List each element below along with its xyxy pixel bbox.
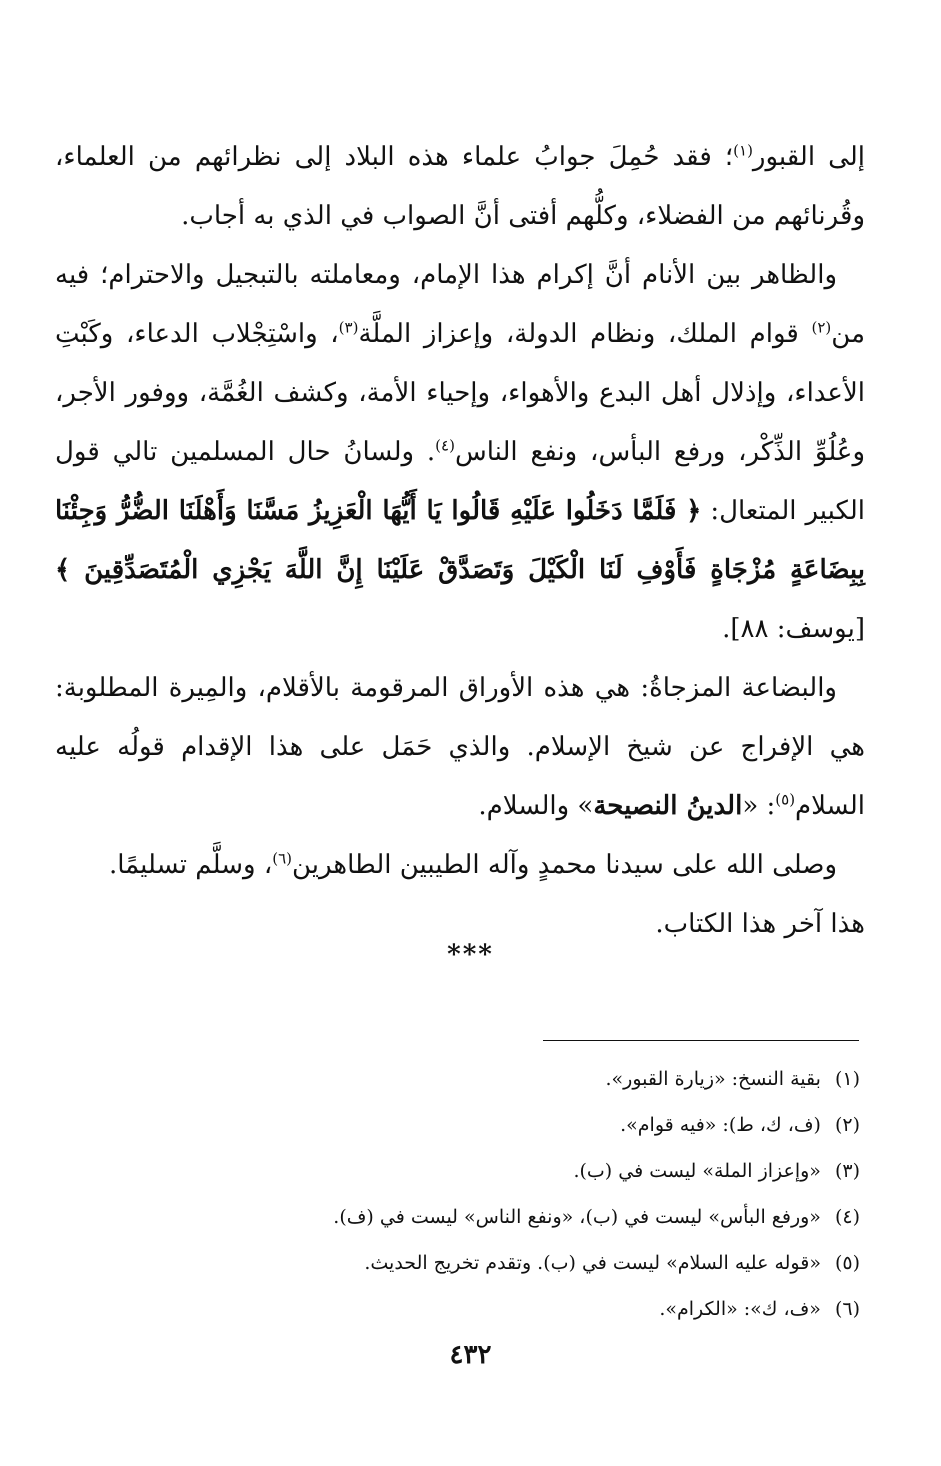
footnote-text: «قوله عليه السلام» ليست في (ب). وتقدم تخريج الحديث. [364, 1252, 821, 1274]
text-run: وصلى الله على سيدنا محمدٍ وآله الطيبين الطاهرين [292, 850, 837, 880]
text-run: والبضاعة المزجاةُ: هي هذه الأوراق المرقومة بالأقلام، والمِيرة المطلوبة: هي الإفراج عن شيخ الإسلام. والذي حَمَل على هذا الإقدام قولُه عليه السلام [55, 673, 865, 821]
footnote-ref-2: (٢) [811, 318, 832, 337]
text-run: هذا آخر هذا الكتاب. [655, 909, 865, 939]
section-separator: *** [447, 940, 494, 970]
footnote-ref-1: (١) [733, 141, 753, 160]
footnote-number: (٣) [834, 1160, 860, 1182]
footnote-text: «وإعزاز الملة» ليست في (ب). [573, 1160, 821, 1182]
footnote-item [60, 1240, 860, 1286]
footnote-ref-5: (٥) [775, 790, 796, 809]
footnote-item [60, 1056, 860, 1102]
footnote-number: (١) [834, 1068, 860, 1090]
text-run: ؛ فقد حُمِلَ جوابُ علماء هذه البلاد إلى نظرائهم من العلماء، وقُرنائهم من الفضلاء، وكلُّهم أفتى أنَّ الصواب في الذي به أجاب. [55, 142, 865, 231]
footnote-divider [543, 1040, 859, 1041]
footnote-ref-4: (٤) [435, 436, 455, 455]
paragraph-4 [55, 836, 865, 895]
footnote-item [60, 1286, 860, 1332]
verse-reference: [يوسف: ٨٨]. [722, 614, 865, 644]
footnote-number: (٦) [834, 1298, 860, 1320]
footnote-text: بقية النسخ: «زيارة القبور». [605, 1068, 821, 1090]
text-run: والظاهر بين الأنام أنَّ إكرام هذا الإمام، ومعاملته بالتبجيل والاحترام؛ فيه من [55, 260, 865, 349]
footnote-text: (ف، ك، ط): «فيه قوام». [620, 1114, 821, 1136]
footnote-text: «ف، ك»: «الكرام». [659, 1298, 821, 1320]
text-run: » والسلام. [478, 791, 594, 821]
footnote-ref-6: (٦) [272, 849, 292, 868]
text-run: ، واسْتِجْلاب الدعاء، وكَبْتِ الأعداء، وإذلال أهل البدع والأهواء، وإحياء الأمة، وكشف الغُمَّة، ووفور الأجر، وعُلُوِّ الذِّكْر، ورفع البأس، ونفع الناس [55, 319, 865, 467]
footnote-item [60, 1194, 860, 1240]
footnote-item [60, 1102, 860, 1148]
paragraph-1 [55, 128, 865, 246]
text-run: . ولسانُ حال المسلمين تالي قول الكبير المتعال: [55, 437, 865, 526]
footnote-ref-3: (٣) [338, 318, 359, 337]
paragraph-2 [55, 246, 865, 659]
footnote-text: «ورفع البأس» ليست في (ب)، «ونفع الناس» ليست في (ف). [333, 1206, 821, 1228]
footnote-number: (٤) [834, 1206, 860, 1228]
page-number: ٤٣٢ [449, 1340, 492, 1370]
main-text [55, 128, 865, 958]
paragraph-3 [55, 659, 865, 836]
footnotes [60, 1056, 860, 1332]
footnote-number: (٥) [834, 1252, 860, 1274]
footnote-item [60, 1148, 860, 1194]
text-run: : « [742, 791, 776, 821]
quran-verse: ﴿ فَلَمَّا دَخَلُوا عَلَيْهِ قَالُوا يَا أَيُّهَا الْعَزِيزُ مَسَّنَا وَأَهْلَنَا الضُّرُّ وَجِئْنَا بِبِضَاعَةٍ مُزْجَاةٍ فَأَوْفِ لَنَا الْكَيْلَ وَتَصَدَّقْ عَلَيْنَا إِنَّ اللَّهَ يَجْزِي الْمُتَصَدِّقِينَ ﴾ [55, 496, 865, 585]
text-run: ، وسلَّم تسليمًا. [108, 850, 273, 880]
hadith-quote: الدينُ النصيحة [593, 791, 743, 821]
text-run: قوام الملك، ونظام الدولة، وإعزاز الملَّة [358, 319, 812, 349]
text-run: إلى القبور [752, 142, 865, 172]
footnote-number: (٢) [834, 1114, 860, 1136]
